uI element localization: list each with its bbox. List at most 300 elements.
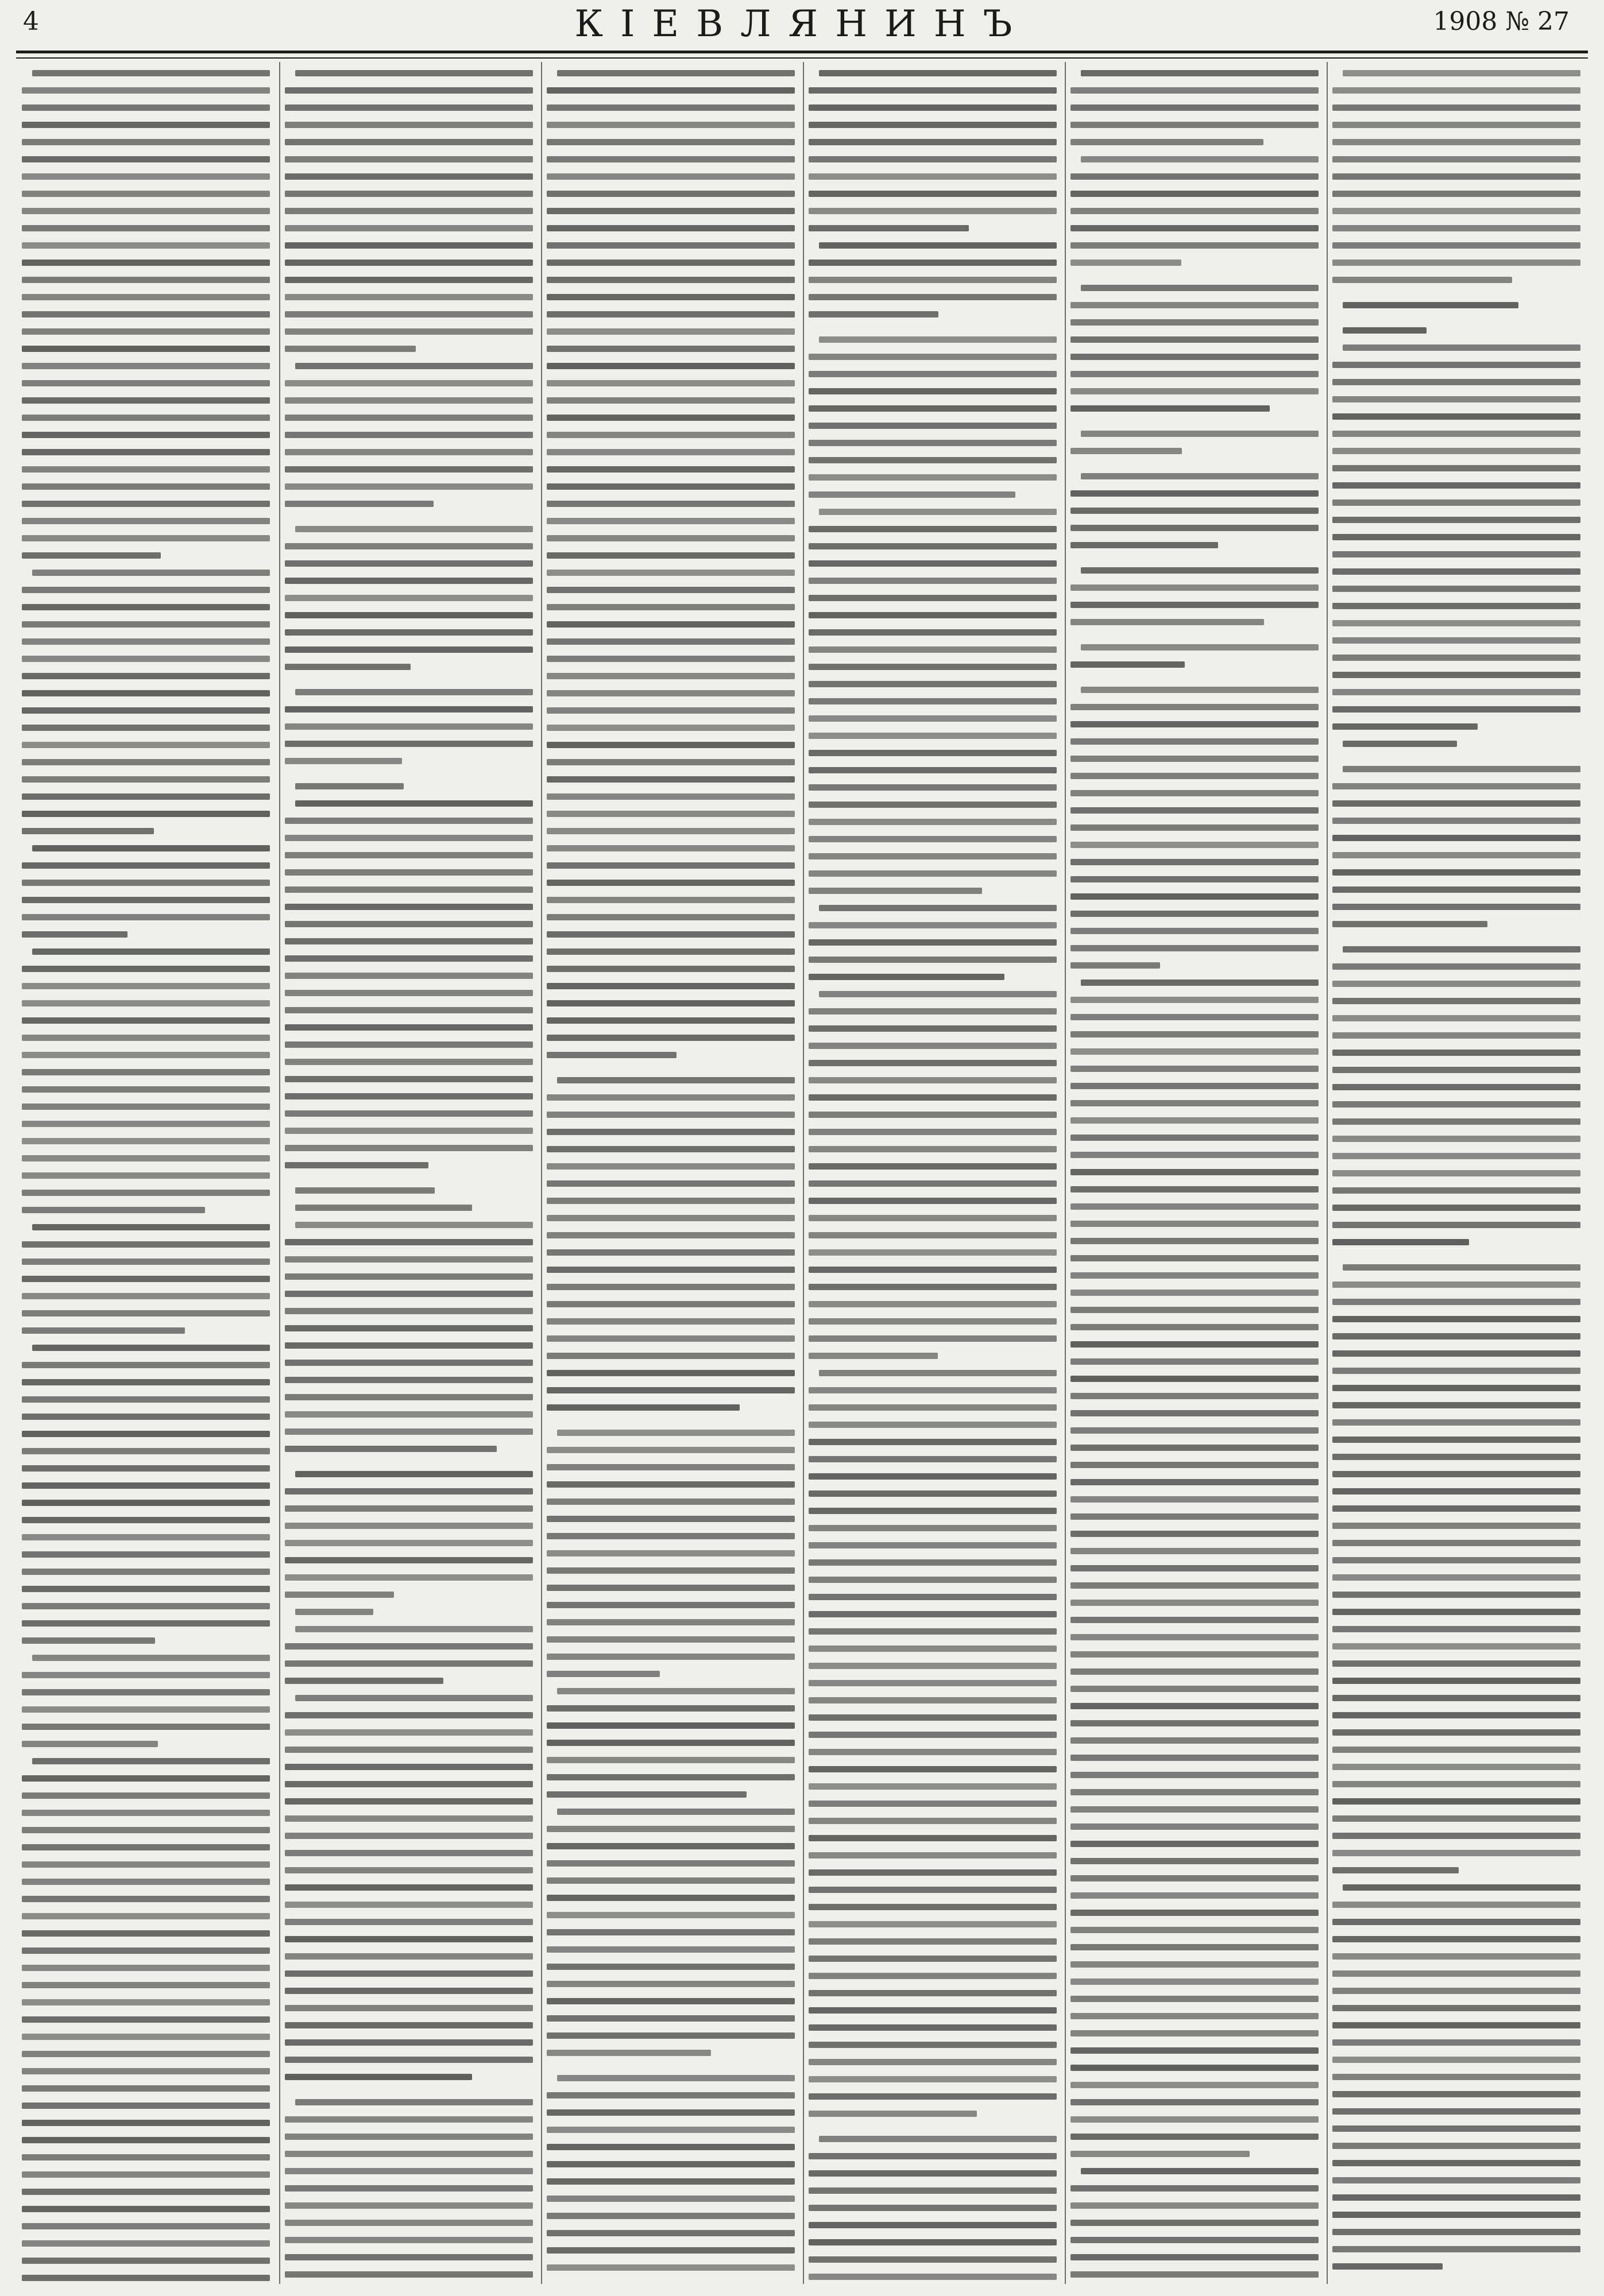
- text-line: [1070, 704, 1319, 710]
- text-line: [809, 750, 1057, 756]
- text-line: [1081, 156, 1319, 162]
- text-line: [1070, 1720, 1319, 1726]
- text-line: [1332, 1574, 1580, 1581]
- text-line: [1070, 2202, 1319, 2209]
- text-line: [1070, 1806, 1319, 1813]
- text-line: [809, 371, 1057, 377]
- text-line: [22, 1689, 270, 1695]
- text-line: [285, 156, 533, 162]
- text-line: [22, 328, 270, 335]
- text-line: [285, 122, 533, 128]
- text-line: [1070, 1221, 1319, 1227]
- text-line: [547, 397, 795, 404]
- text-line: [285, 1007, 533, 1013]
- text-line: [809, 2187, 1057, 2194]
- text-line: [547, 1447, 795, 1453]
- text-line: [22, 1603, 270, 1609]
- text-line: [1332, 2229, 1580, 2235]
- text-line: [819, 70, 1057, 76]
- text-line: [809, 1594, 1057, 1600]
- text-line: [1070, 122, 1319, 128]
- text-line: [547, 552, 795, 559]
- text-line: [547, 2127, 795, 2133]
- text-line: [1070, 1410, 1319, 1416]
- text-line: [809, 1404, 1057, 1411]
- text-line: [22, 363, 270, 369]
- text-line: [809, 2042, 1057, 2048]
- text-line: [285, 1523, 533, 1529]
- text-line: [547, 1946, 795, 1953]
- text-line: [1070, 1789, 1319, 1795]
- text-line: [22, 1086, 270, 1093]
- text-line: [22, 1930, 270, 1937]
- text-line: [547, 1353, 795, 1359]
- text-line: [1332, 1454, 1580, 1460]
- text-line: [809, 1990, 1057, 1996]
- text-line: [285, 1919, 533, 1925]
- text-line: [547, 621, 795, 628]
- text-line: [809, 139, 1057, 145]
- text-line: [1070, 962, 1160, 969]
- text-line: [1070, 2030, 1319, 2036]
- text-line: [1332, 2039, 1580, 2046]
- text-column-4: [803, 62, 1062, 2284]
- text-line: [285, 1076, 533, 1082]
- text-line: [809, 1198, 1057, 1204]
- text-line: [22, 2275, 270, 2281]
- text-line: [285, 758, 402, 764]
- text-line: [1332, 886, 1580, 893]
- text-line: [547, 707, 795, 714]
- text-line: [1332, 689, 1580, 695]
- text-line: [285, 1110, 533, 1117]
- text-line: [22, 1241, 270, 1248]
- text-line: [32, 1758, 270, 1764]
- text-line: [1332, 2091, 1580, 2097]
- text-line: [1070, 1548, 1319, 1554]
- text-line: [285, 1557, 533, 1563]
- text-line: [547, 2213, 795, 2219]
- text-line: [1332, 2263, 1443, 2270]
- text-line: [1343, 344, 1580, 351]
- text-line: [1332, 208, 1580, 214]
- text-line: [22, 880, 270, 886]
- text-line: [547, 122, 795, 128]
- text-line: [1070, 242, 1319, 249]
- text-line: [22, 1672, 270, 1678]
- text-line: [809, 1732, 1057, 1738]
- text-line: [1070, 619, 1264, 625]
- text-line: [1332, 242, 1580, 249]
- text-line: [285, 1377, 533, 1383]
- text-line: [547, 638, 795, 645]
- text-line: [1332, 448, 1580, 454]
- text-line: [1070, 602, 1319, 608]
- text-line: [22, 1982, 270, 1988]
- text-line: [547, 1094, 795, 1101]
- text-line: [22, 1965, 270, 1971]
- text-line: [285, 277, 533, 283]
- text-line: [22, 776, 270, 783]
- text-line: [1343, 1884, 1580, 1891]
- text-line: [809, 2093, 1057, 2100]
- text-line: [809, 836, 1057, 842]
- text-line: [1332, 1015, 1580, 1021]
- text-line: [1070, 859, 1319, 865]
- text-line: [295, 1205, 472, 1211]
- text-line: [22, 552, 161, 559]
- text-line: [22, 1569, 270, 1575]
- text-line: [1070, 1462, 1319, 1468]
- text-line: [1070, 807, 1319, 814]
- text-line: [285, 1988, 533, 1994]
- text-line: [1332, 1592, 1580, 1598]
- text-line: [819, 242, 1057, 249]
- text-line: [547, 966, 795, 972]
- text-line: [547, 1000, 795, 1006]
- text-line: [22, 1810, 270, 1816]
- text-line: [547, 449, 795, 455]
- text-line: [547, 931, 795, 938]
- text-line: [547, 1602, 795, 1608]
- text-line: [1070, 1100, 1319, 1106]
- text-line: [285, 1953, 533, 1960]
- text-line: [285, 1505, 533, 1512]
- text-line: [809, 423, 1057, 429]
- text-line: [809, 1852, 1057, 1859]
- text-line: [809, 1921, 1057, 1927]
- text-line: [1332, 1936, 1580, 1942]
- text-line: [1332, 413, 1580, 420]
- text-line: [285, 938, 533, 944]
- text-line: [22, 104, 270, 111]
- text-line: [1070, 1186, 1319, 1192]
- text-line: [809, 957, 1057, 963]
- text-line: [1343, 766, 1580, 772]
- text-line: [22, 139, 270, 145]
- text-line: [819, 905, 1057, 911]
- text-line: [1332, 379, 1580, 385]
- text-line: [22, 1586, 270, 1592]
- text-line: [547, 1636, 795, 1643]
- text-line: [809, 1473, 1057, 1480]
- text-line: [809, 1060, 1057, 1066]
- text-line: [809, 1077, 1057, 1083]
- text-line: [285, 2202, 533, 2209]
- text-line: [809, 1714, 1057, 1721]
- text-line: [1070, 87, 1319, 94]
- column-text-lines: [17, 62, 276, 2284]
- text-line: [547, 811, 795, 817]
- text-line: [285, 973, 533, 979]
- text-line: [547, 208, 795, 214]
- text-line: [285, 260, 533, 266]
- text-line: [22, 1414, 270, 1420]
- text-line: [22, 1172, 270, 1179]
- text-line: [1070, 790, 1319, 796]
- text-line: [1343, 946, 1580, 953]
- text-line: [1070, 1961, 1319, 1968]
- text-line: [1081, 285, 1319, 291]
- text-line: [809, 2222, 1057, 2228]
- text-line: [809, 1094, 1057, 1101]
- text-line: [1070, 1996, 1319, 2002]
- text-line: [22, 432, 270, 438]
- text-line: [22, 621, 270, 628]
- text-line: [285, 1902, 533, 1908]
- text-line: [547, 1774, 795, 1780]
- text-line: [547, 2032, 795, 2039]
- text-line: [809, 595, 1057, 601]
- text-line: [547, 1757, 795, 1763]
- text-line: [22, 1465, 270, 1472]
- text-line: [1070, 1668, 1319, 1675]
- text-line: [32, 948, 270, 955]
- text-line: [285, 1239, 533, 1245]
- text-line: [22, 725, 270, 731]
- text-line: [809, 939, 1057, 946]
- text-line: [809, 277, 1057, 283]
- text-line: [295, 783, 404, 789]
- text-line: [1070, 1152, 1319, 1158]
- text-line: [809, 1973, 1057, 1979]
- text-line: [1070, 1910, 1319, 1916]
- text-line: [547, 1284, 795, 1290]
- body-columns: [17, 62, 1587, 2284]
- text-line: [809, 1628, 1057, 1635]
- text-line: [1332, 1419, 1580, 1426]
- text-line: [1070, 661, 1185, 668]
- text-line: [547, 483, 795, 490]
- text-line: [1070, 1944, 1319, 1950]
- text-line: [22, 1792, 270, 1799]
- text-line: [809, 664, 1057, 670]
- text-line: [547, 1654, 795, 1660]
- text-line: [547, 1198, 795, 1204]
- text-line: [1070, 773, 1319, 779]
- text-line: [295, 1626, 533, 1632]
- text-line: [285, 612, 533, 618]
- text-line: [809, 578, 1057, 584]
- masthead-rule: [16, 51, 1588, 53]
- text-line: [285, 483, 533, 490]
- text-line: [295, 1471, 533, 1477]
- text-line: [1070, 104, 1319, 111]
- text-line: [809, 1869, 1057, 1876]
- text-line: [1070, 1083, 1319, 1089]
- text-line: [22, 1551, 270, 1558]
- text-line: [1332, 1187, 1580, 1194]
- text-line: [1081, 431, 1319, 437]
- text-line: [22, 260, 270, 266]
- text-line: [285, 1256, 533, 1263]
- text-line: [809, 612, 1057, 618]
- text-line: [1332, 362, 1580, 368]
- text-line: [1332, 1660, 1580, 1667]
- text-line: [22, 518, 270, 524]
- text-line: [1332, 2177, 1580, 2183]
- text-line: [547, 948, 795, 955]
- text-line: [809, 1680, 1057, 1686]
- text-line: [547, 673, 795, 679]
- text-line: [1332, 1523, 1580, 1529]
- text-line: [1070, 1892, 1319, 1899]
- text-line: [285, 543, 533, 549]
- text-line: [547, 862, 795, 869]
- text-line: [809, 698, 1057, 704]
- text-line: [285, 397, 533, 404]
- text-line: [547, 1964, 795, 1970]
- text-line: [547, 1335, 795, 1342]
- text-line: [1332, 672, 1580, 678]
- text-line: [1332, 1781, 1580, 1787]
- text-line: [809, 853, 1057, 859]
- text-line: [22, 1861, 270, 1868]
- text-line: [1070, 2254, 1319, 2260]
- text-line: [819, 991, 1057, 997]
- text-line: [1332, 1970, 1580, 1977]
- text-line: [1332, 1316, 1580, 1322]
- text-line: [809, 491, 1015, 498]
- text-line: [285, 1059, 533, 1065]
- text-line: [22, 656, 270, 662]
- text-line: [285, 1884, 533, 1891]
- text-line: [1070, 842, 1319, 848]
- text-line: [1332, 1402, 1580, 1408]
- text-line: [1070, 371, 1319, 377]
- text-line: [22, 1999, 270, 2005]
- text-line: [1332, 1084, 1580, 1090]
- text-line: [1070, 319, 1319, 326]
- text-line: [285, 2116, 533, 2123]
- text-line: [1332, 1557, 1580, 1563]
- text-line: [1070, 1513, 1319, 1520]
- text-line: [809, 2076, 1057, 2082]
- text-line: [1332, 1471, 1580, 1477]
- text-line: [22, 1017, 270, 1024]
- text-line: [32, 570, 270, 576]
- text-line: [1070, 1290, 1319, 1296]
- text-line: [22, 1706, 270, 1713]
- text-line: [22, 1448, 270, 1454]
- text-line: [285, 921, 533, 927]
- text-line: [1332, 869, 1580, 876]
- text-line: [32, 845, 270, 851]
- text-line: [285, 432, 533, 438]
- text-line: [1332, 173, 1580, 180]
- text-line: [285, 311, 533, 318]
- text-line: [285, 990, 533, 996]
- text-line: [22, 742, 270, 748]
- text-line: [1332, 1050, 1580, 1056]
- text-line: [1332, 835, 1580, 841]
- text-line: [22, 122, 270, 128]
- text-line: [285, 595, 533, 601]
- text-line: [1332, 1867, 1459, 1873]
- text-line: [285, 886, 533, 893]
- text-line: [22, 587, 270, 593]
- text-line: [1070, 1496, 1319, 1503]
- text-line: [285, 1128, 533, 1134]
- text-line: [1332, 139, 1580, 145]
- text-line: [1332, 1609, 1580, 1615]
- text-line: [809, 767, 1057, 773]
- text-line: [285, 1833, 533, 1839]
- text-column-2: [279, 62, 539, 2284]
- text-line: [285, 104, 533, 111]
- text-line: [557, 1430, 795, 1436]
- text-line: [1332, 534, 1580, 540]
- text-line: [547, 1877, 795, 1884]
- text-line: [22, 173, 270, 180]
- text-line: [1332, 2212, 1580, 2218]
- text-line: [22, 793, 270, 800]
- text-line: [1332, 482, 1580, 489]
- text-line: [1332, 156, 1580, 162]
- text-line: [1070, 1393, 1319, 1399]
- text-line: [809, 1525, 1057, 1531]
- text-line: [285, 818, 533, 824]
- text-line: [1070, 997, 1319, 1003]
- text-line: [1081, 979, 1319, 986]
- text-line: [22, 1121, 270, 1127]
- text-line: [1070, 1427, 1319, 1434]
- text-line: [22, 1379, 270, 1385]
- text-line: [22, 1327, 185, 1334]
- text-line: [547, 845, 795, 851]
- text-line: [809, 1267, 1057, 1273]
- text-line: [547, 2264, 795, 2271]
- text-line: [1332, 1540, 1580, 1546]
- text-line: [547, 1860, 795, 1867]
- text-line: [809, 1456, 1057, 1462]
- text-line: [1332, 2108, 1580, 2115]
- text-line: [1070, 1737, 1319, 1744]
- text-line: [285, 1781, 533, 1787]
- text-line: [22, 2051, 270, 2057]
- text-line: [22, 1362, 270, 1368]
- text-line: [285, 852, 533, 858]
- text-line: [809, 474, 1057, 481]
- text-line: [22, 1104, 270, 1110]
- text-line: [547, 897, 795, 903]
- text-line: [22, 983, 270, 989]
- text-line: [22, 501, 270, 507]
- text-line: [809, 1353, 938, 1359]
- text-line: [1332, 1798, 1580, 1805]
- text-line: [809, 715, 1057, 722]
- text-line: [285, 415, 533, 421]
- text-line: [285, 2271, 533, 2278]
- text-line: [22, 1517, 270, 1523]
- text-line: [1070, 542, 1218, 548]
- text-line: [22, 897, 270, 903]
- text-line: [809, 888, 982, 894]
- text-line: [32, 1655, 270, 1661]
- text-line: [285, 242, 533, 249]
- text-line: [22, 1947, 270, 1954]
- column-text-lines: [804, 62, 1062, 2284]
- text-line: [809, 870, 1057, 877]
- text-line: [547, 1035, 795, 1041]
- text-line: [809, 560, 1057, 567]
- text-line: [809, 1163, 1057, 1170]
- text-line: [1332, 921, 1487, 927]
- text-line: [1070, 490, 1319, 497]
- text-line: [547, 87, 795, 94]
- text-line: [809, 1938, 1057, 1945]
- column-text-lines: [1328, 62, 1586, 2284]
